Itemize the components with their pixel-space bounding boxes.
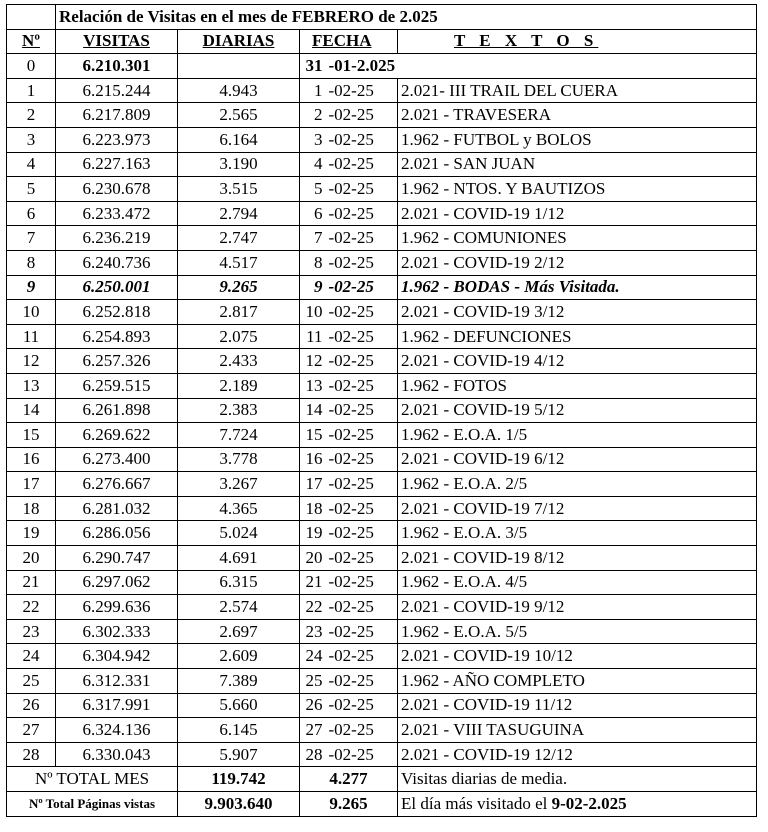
row-diarias: 7.389 — [178, 669, 300, 694]
row-day: 4 — [300, 152, 326, 177]
row-date-suffix: -02-25 — [326, 644, 398, 669]
row-visitas: 6.227.163 — [56, 152, 178, 177]
row-day: 11 — [300, 324, 326, 349]
row-day: 18 — [300, 496, 326, 521]
table-row — [7, 496, 757, 521]
table-row — [7, 226, 757, 251]
row-diarias: 2.697 — [178, 619, 300, 644]
row0-num: 0 — [7, 54, 56, 79]
table-row — [7, 103, 757, 128]
row-day: 1 — [300, 78, 326, 103]
footer-total-pages-value: 9.903.640 — [178, 792, 300, 817]
row-num: 17 — [7, 472, 56, 497]
row-visitas: 6.276.667 — [56, 472, 178, 497]
row-num: 27 — [7, 718, 56, 743]
row-diarias: 6.164 — [178, 127, 300, 152]
row-visitas: 6.324.136 — [56, 718, 178, 743]
row-date-suffix: -02-25 — [326, 570, 398, 595]
row-texto: 1.962 - COMUNIONES — [398, 226, 757, 251]
header-fecha: FECHA — [300, 29, 398, 54]
table-row — [7, 619, 757, 644]
row0-day: 31 — [300, 54, 326, 79]
row-texto: 2.021 - COVID-19 11/12 — [398, 693, 757, 718]
row-day: 22 — [300, 595, 326, 620]
row-num: 16 — [7, 447, 56, 472]
table-row — [7, 398, 757, 423]
row-diarias: 4.943 — [178, 78, 300, 103]
row-num: 7 — [7, 226, 56, 251]
row-diarias: 3.778 — [178, 447, 300, 472]
table-row — [7, 644, 757, 669]
row-texto: 2.021 - COVID-19 12/12 — [398, 742, 757, 767]
row-diarias: 6.145 — [178, 718, 300, 743]
row-texto: 1.962 - NTOS. Y BAUTIZOS — [398, 177, 757, 202]
row-texto: 2.021 - COVID-19 9/12 — [398, 595, 757, 620]
row-visitas: 6.233.472 — [56, 201, 178, 226]
row-visitas: 6.281.032 — [56, 496, 178, 521]
row-diarias: 4.691 — [178, 546, 300, 571]
table-row — [7, 718, 757, 743]
row-num: 26 — [7, 693, 56, 718]
row-texto: 1.962 - E.O.A. 3/5 — [398, 521, 757, 546]
row-num: 28 — [7, 742, 56, 767]
table-row — [7, 127, 757, 152]
row-date-suffix: -02-25 — [326, 177, 398, 202]
row-num: 4 — [7, 152, 56, 177]
table-row — [7, 275, 757, 300]
row-date-suffix: -02-25 — [326, 669, 398, 694]
table-row — [7, 423, 757, 448]
row-date-suffix: -02-25 — [326, 300, 398, 325]
footer-total-month-value: 119.742 — [178, 767, 300, 792]
row-diarias: 2.794 — [178, 201, 300, 226]
footer-total-pages-label: Nº Total Páginas vistas — [7, 792, 178, 817]
row-visitas: 6.317.991 — [56, 693, 178, 718]
row-texto: 2.021 - SAN JUAN — [398, 152, 757, 177]
row-texto: 2.021 - COVID-19 8/12 — [398, 546, 757, 571]
row-texto: 2.021 - COVID-19 1/12 — [398, 201, 757, 226]
row-zero — [7, 54, 757, 79]
row-visitas: 6.304.942 — [56, 644, 178, 669]
row-day: 25 — [300, 669, 326, 694]
row-visitas: 6.252.818 — [56, 300, 178, 325]
row-visitas: 6.257.326 — [56, 349, 178, 374]
footer-max-note-prefix: El día más visitado el — [401, 793, 552, 813]
row-num: 18 — [7, 496, 56, 521]
table-row — [7, 152, 757, 177]
row-diarias: 3.267 — [178, 472, 300, 497]
row-day: 16 — [300, 447, 326, 472]
header-diarias: DIARIAS — [178, 29, 300, 54]
row-date-suffix: -02-25 — [326, 619, 398, 644]
row-diarias: 4.365 — [178, 496, 300, 521]
row-date-suffix: -02-25 — [326, 324, 398, 349]
row-diarias: 2.574 — [178, 595, 300, 620]
row-texto: 2.021 - COVID-19 2/12 — [398, 250, 757, 275]
row-num: 15 — [7, 423, 56, 448]
row-num: 6 — [7, 201, 56, 226]
row-date-suffix: -02-25 — [326, 472, 398, 497]
row-diarias: 3.515 — [178, 177, 300, 202]
row-diarias: 5.660 — [178, 693, 300, 718]
row-day: 21 — [300, 570, 326, 595]
row-day: 8 — [300, 250, 326, 275]
row-num: 19 — [7, 521, 56, 546]
row-num: 13 — [7, 373, 56, 398]
row-date-suffix: -02-25 — [326, 250, 398, 275]
row-texto: 1.962 - E.O.A. 1/5 — [398, 423, 757, 448]
footer-average-note: Visitas diarias de media. — [398, 767, 757, 792]
header-textos: T E X T O S — [398, 29, 757, 54]
row-visitas: 6.261.898 — [56, 398, 178, 423]
row-num: 11 — [7, 324, 56, 349]
row0-diarias — [178, 54, 300, 79]
row-visitas: 6.290.747 — [56, 546, 178, 571]
row-num: 20 — [7, 546, 56, 571]
table-row — [7, 349, 757, 374]
row-visitas: 6.217.809 — [56, 103, 178, 128]
row-texto: 2.021 - COVID-19 6/12 — [398, 447, 757, 472]
footer-max-note — [398, 792, 757, 817]
row-texto: 2.021- III TRAIL DEL CUERA — [398, 78, 757, 103]
row-day: 27 — [300, 718, 326, 743]
row-date-suffix: -02-25 — [326, 398, 398, 423]
row-num: 8 — [7, 250, 56, 275]
row-date-suffix: -02-25 — [326, 127, 398, 152]
row-diarias: 3.190 — [178, 152, 300, 177]
row-texto: 1.962 - FUTBOL y BOLOS — [398, 127, 757, 152]
header-row — [7, 29, 757, 54]
row-day: 13 — [300, 373, 326, 398]
table-row — [7, 300, 757, 325]
row-day: 19 — [300, 521, 326, 546]
row-num: 9 — [7, 275, 56, 300]
row-date-suffix: -02-25 — [326, 496, 398, 521]
footer-total-month-row — [7, 767, 757, 792]
row-diarias: 5.024 — [178, 521, 300, 546]
row-visitas: 6.254.893 — [56, 324, 178, 349]
row-texto: 2.021 - COVID-19 4/12 — [398, 349, 757, 374]
table-row — [7, 669, 757, 694]
row-diarias: 2.565 — [178, 103, 300, 128]
row-diarias: 4.517 — [178, 250, 300, 275]
table-row — [7, 693, 757, 718]
table-row — [7, 521, 757, 546]
row-num: 3 — [7, 127, 56, 152]
row-visitas: 6.250.001 — [56, 275, 178, 300]
visits-table — [6, 4, 757, 817]
row-day: 3 — [300, 127, 326, 152]
row-date-suffix: -02-25 — [326, 152, 398, 177]
row-texto: 1.962 - FOTOS — [398, 373, 757, 398]
row-day: 9 — [300, 275, 326, 300]
row-day: 14 — [300, 398, 326, 423]
row-visitas: 6.236.219 — [56, 226, 178, 251]
row-diarias: 2.189 — [178, 373, 300, 398]
row-day: 15 — [300, 423, 326, 448]
row-visitas: 6.302.333 — [56, 619, 178, 644]
row-diarias: 7.724 — [178, 423, 300, 448]
row-num: 25 — [7, 669, 56, 694]
row-date-suffix: -02-25 — [326, 78, 398, 103]
footer-max-note-date: 9-02-2.025 — [551, 793, 627, 813]
row-date-suffix: -02-25 — [326, 373, 398, 398]
row-visitas: 6.230.678 — [56, 177, 178, 202]
row-diarias: 5.907 — [178, 742, 300, 767]
table-row — [7, 546, 757, 571]
row-day: 6 — [300, 201, 326, 226]
row-texto: 2.021 - COVID-19 7/12 — [398, 496, 757, 521]
table-title: Relación de Visitas en el mes de FEBRERO de 2.025 — [56, 5, 757, 30]
row-num: 5 — [7, 177, 56, 202]
row-visitas: 6.286.056 — [56, 521, 178, 546]
row-texto: 1.962 - E.O.A. 4/5 — [398, 570, 757, 595]
row-texto: 1.962 - E.O.A. 2/5 — [398, 472, 757, 497]
row-day: 5 — [300, 177, 326, 202]
row-visitas: 6.299.636 — [56, 595, 178, 620]
row-day: 20 — [300, 546, 326, 571]
row-texto: 2.021 - COVID-19 3/12 — [398, 300, 757, 325]
row-date-suffix: -02-25 — [326, 595, 398, 620]
row-date-suffix: -02-25 — [326, 742, 398, 767]
row-visitas: 6.297.062 — [56, 570, 178, 595]
row-day: 12 — [300, 349, 326, 374]
row-visitas: 6.312.331 — [56, 669, 178, 694]
footer-max-value: 9.265 — [300, 792, 398, 817]
row-num: 14 — [7, 398, 56, 423]
row0-visitas: 6.210.301 — [56, 54, 178, 79]
row-num: 2 — [7, 103, 56, 128]
row-texto: 1.962 - DEFUNCIONES — [398, 324, 757, 349]
row-visitas: 6.273.400 — [56, 447, 178, 472]
table-row — [7, 324, 757, 349]
table-row — [7, 570, 757, 595]
row-diarias: 2.383 — [178, 398, 300, 423]
table-row — [7, 742, 757, 767]
row-visitas: 6.259.515 — [56, 373, 178, 398]
row-day: 28 — [300, 742, 326, 767]
row-visitas: 6.330.043 — [56, 742, 178, 767]
footer-average-value: 4.277 — [300, 767, 398, 792]
row-date-suffix: -02-25 — [326, 423, 398, 448]
title-blank-cell — [7, 5, 56, 30]
row-num: 23 — [7, 619, 56, 644]
table-row — [7, 447, 757, 472]
row-num: 1 — [7, 78, 56, 103]
row-date-suffix: -02-25 — [326, 349, 398, 374]
footer-total-pages-row — [7, 792, 757, 817]
row-date-suffix: -02-25 — [326, 103, 398, 128]
row-texto: 2.021 - COVID-19 5/12 — [398, 398, 757, 423]
row-num: 12 — [7, 349, 56, 374]
row-texto: 2.021 - COVID-19 10/12 — [398, 644, 757, 669]
row-date-suffix: -02-25 — [326, 275, 398, 300]
table-row — [7, 595, 757, 620]
row-num: 10 — [7, 300, 56, 325]
row-num: 22 — [7, 595, 56, 620]
row-day: 26 — [300, 693, 326, 718]
header-visitas: VISITAS — [56, 29, 178, 54]
table-row — [7, 177, 757, 202]
row-day: 17 — [300, 472, 326, 497]
row-diarias: 2.433 — [178, 349, 300, 374]
row0-suffix: -01-2.025 — [326, 54, 757, 79]
row-diarias: 2.609 — [178, 644, 300, 669]
row-date-suffix: -02-25 — [326, 718, 398, 743]
row-texto: 2.021 - VIII TASUGUINA — [398, 718, 757, 743]
row-visitas: 6.215.244 — [56, 78, 178, 103]
row-day: 2 — [300, 103, 326, 128]
table-row — [7, 201, 757, 226]
row-visitas: 6.240.736 — [56, 250, 178, 275]
table-row — [7, 472, 757, 497]
footer-total-month-label: Nº TOTAL MES — [7, 767, 178, 792]
row-texto: 1.962 - BODAS - Más Visitada. — [398, 275, 757, 300]
row-visitas: 6.269.622 — [56, 423, 178, 448]
row-date-suffix: -02-25 — [326, 226, 398, 251]
row-texto: 2.021 - TRAVESERA — [398, 103, 757, 128]
row-diarias: 2.075 — [178, 324, 300, 349]
row-diarias: 2.747 — [178, 226, 300, 251]
row-texto: 1.962 - E.O.A. 5/5 — [398, 619, 757, 644]
row-day: 24 — [300, 644, 326, 669]
table-row — [7, 78, 757, 103]
row-visitas: 6.223.973 — [56, 127, 178, 152]
row-texto: 1.962 - AÑO COMPLETO — [398, 669, 757, 694]
table-row — [7, 373, 757, 398]
row-day: 23 — [300, 619, 326, 644]
row-num: 21 — [7, 570, 56, 595]
title-row — [7, 5, 757, 30]
row-num: 24 — [7, 644, 56, 669]
row-day: 10 — [300, 300, 326, 325]
row-diarias: 6.315 — [178, 570, 300, 595]
table-row — [7, 250, 757, 275]
row-diarias: 2.817 — [178, 300, 300, 325]
row-date-suffix: -02-25 — [326, 546, 398, 571]
row-date-suffix: -02-25 — [326, 521, 398, 546]
row-date-suffix: -02-25 — [326, 201, 398, 226]
row-date-suffix: -02-25 — [326, 447, 398, 472]
header-num: Nº — [7, 29, 56, 54]
row-day: 7 — [300, 226, 326, 251]
row-diarias: 9.265 — [178, 275, 300, 300]
row-date-suffix: -02-25 — [326, 693, 398, 718]
